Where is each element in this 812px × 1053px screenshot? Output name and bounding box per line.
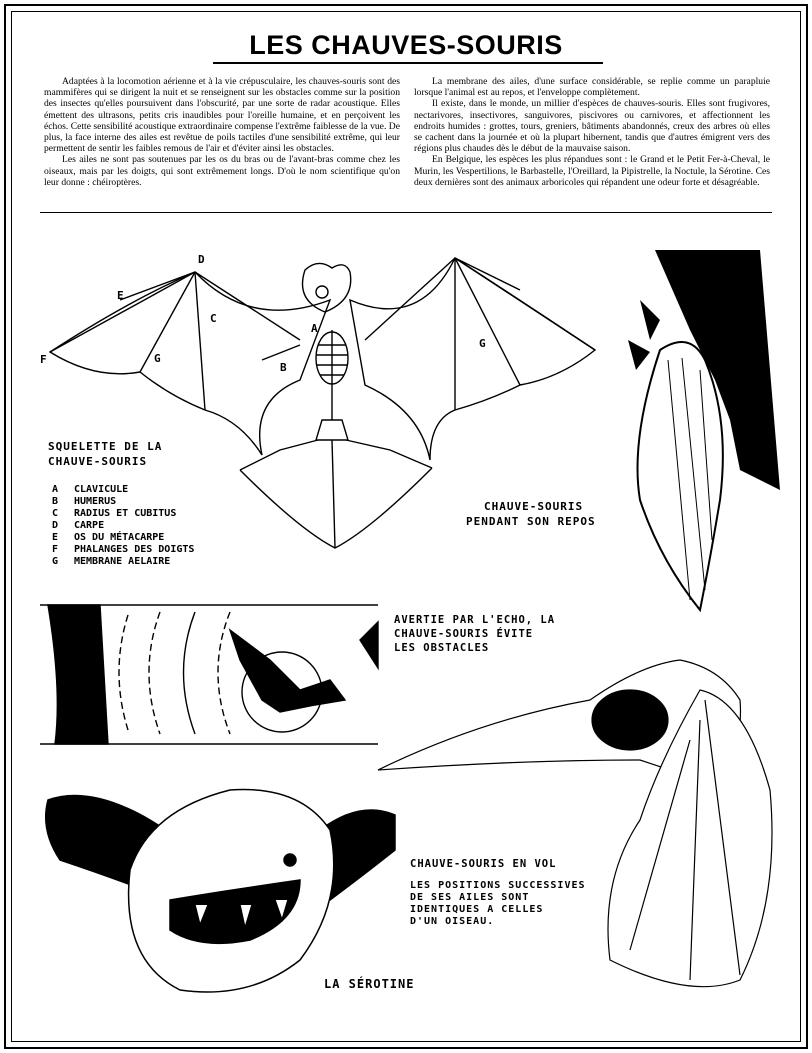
skeleton-marker: E — [117, 289, 125, 302]
skeleton-marker: G — [154, 352, 162, 365]
paragraph: En Belgique, les espèces les plus répandues sont : le Grand et le Petit Fer-à-Cheval, le Murin, les Vespertilions, le Barbastelle, l'Oreillard, la Pipistrelle, la Noctule, la Sérotine. Ces deux dernières sont des animaux arboricoles qui répandent une odeur forte et désagréable. — [414, 154, 770, 188]
skeleton-caption-line1: SQUELETTE DE LA — [48, 440, 163, 453]
serotine-head-illustration — [46, 790, 395, 993]
skeleton-marker: G — [479, 337, 487, 350]
legend-item-f: F PHALANGES DES DOIGTS — [52, 544, 195, 555]
echo-caption-line3: LES OBSTACLES — [394, 642, 490, 654]
flight-caption-line4: D'UN OISEAU. — [410, 916, 495, 927]
paragraph: Il existe, dans le monde, un millier d'espèces de chauves-souris. Elles sont frugivores, nectarivores, insectivores, sanguivores, piscivores ou carnivores, et affectionnent les endroits humides : grottes, tours, greniers, bâtiments abandonnés, creux des arbres où elles se cachent dans la journée et où la plupart hibernent, tandis que d'autres émigrent vers des régions plus chaudes dès le début de la mauvaise saison. — [414, 98, 770, 155]
skeleton-caption-line2: CHAUVE-SOURIS — [48, 455, 148, 468]
paragraph: Adaptées à la locomotion aérienne et à la vie crépusculaire, les chauves-souris sont des mammifères qui se dirigent la nuit et se renseignent sur les obstacles comme sur la position des insectes qu'elles poursuivent dans l'obscurité, par une sorte de radar acoustique. Elles émettent des ultrasons, petits cris inaudibles pour l'oreille humaine, et en perçoivent les échos. Cette sensibilité acoustique extraordinaire compense l'extrême faiblesse de la vue. De plus, la face interne des ailes est revêtue de poils tactiles d'une sensibilité extrême, qui leur permettent de sentir les faibles remous de l'air et d'éviter ainsi les obstacles. — [44, 76, 400, 155]
resting-caption-line1: CHAUVE-SOURIS — [484, 500, 584, 513]
flight-caption-line3: IDENTIQUES A CELLES — [410, 904, 544, 915]
flying-bat-illustration — [378, 660, 772, 987]
skeleton-marker: D — [198, 253, 206, 266]
echo-diagram — [40, 605, 378, 744]
legend-item-d: D CARPE — [52, 520, 105, 531]
resting-caption-line2: PENDANT SON REPOS — [466, 515, 596, 528]
serotine-caption: LA SÉROTINE — [324, 977, 415, 991]
paragraph: La membrane des ailes, d'une surface considérable, se replie comme un parapluie lorsque l'animal est au repos, et l'enveloppe complètement. — [414, 76, 770, 99]
paragraph: Les ailes ne sont pas soutenues par les os du bras ou de l'avant-bras comme chez les oiseaux, mais par les doigts, qui sont extrêmement longs. D'où le nom scientifique qu'on leur donne : chéiroptères. — [44, 154, 400, 188]
echo-caption-line1: AVERTIE PAR L'ECHO, LA — [394, 614, 556, 626]
legend-item-g: G MEMBRANE AELAIRE — [52, 556, 171, 567]
flight-caption-line2: DE SES AILES SONT — [410, 892, 530, 903]
skeleton-marker: C — [210, 312, 218, 325]
echo-caption-line2: CHAUVE-SOURIS ÉVITE — [394, 628, 534, 640]
flight-caption-line1: LES POSITIONS SUCCESSIVES — [410, 880, 586, 891]
legend-item-c: C RADIUS ET CUBITUS — [52, 508, 177, 519]
flight-caption-title: CHAUVE-SOURIS EN VOL — [410, 858, 557, 870]
skeleton-marker: F — [40, 353, 48, 366]
skeleton-marker: A — [311, 322, 319, 335]
resting-bat-illustration — [628, 250, 780, 610]
page-title: LES CHAUVES-SOURIS — [249, 30, 563, 60]
legend-item-b: B HUMERUS — [52, 496, 117, 507]
legend-item-e: E OS DU MÉTACARPE — [52, 532, 165, 543]
legend-item-a: A CLAVICULE — [52, 484, 129, 495]
skeleton-marker: B — [280, 361, 288, 374]
